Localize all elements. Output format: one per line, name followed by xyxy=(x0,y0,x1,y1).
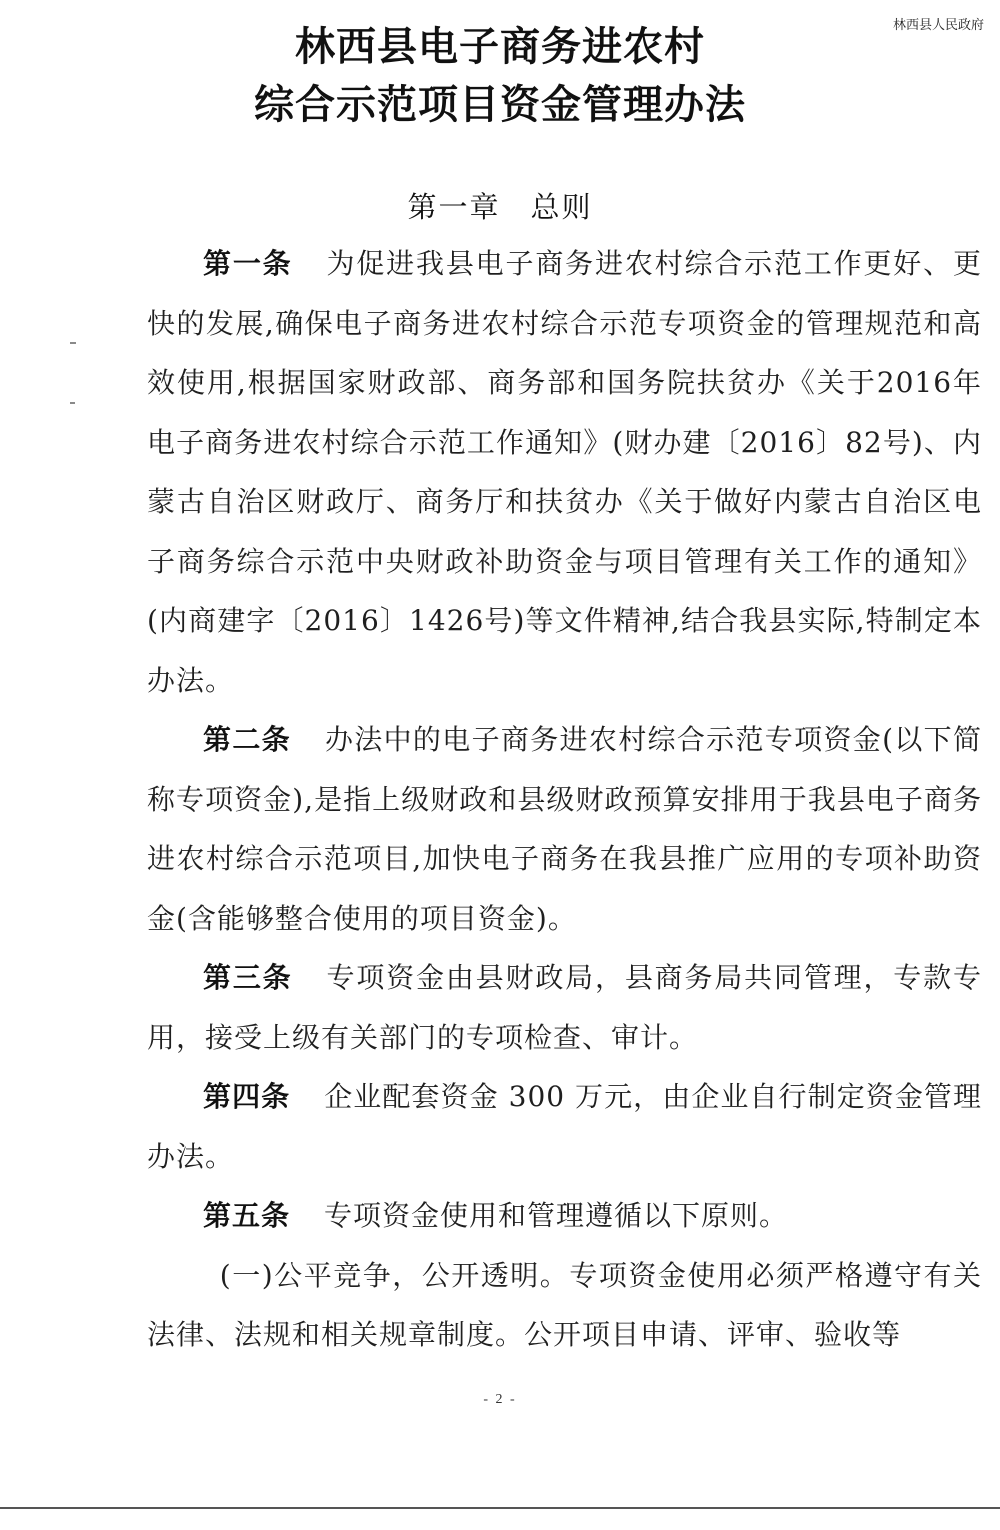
article-text: 为促进我县电子商务进农村综合示范工作更好、更快的发展,确保电子商务进农村综合示范专项资金的管理规范和高效使用,根据国家财政部、商务部和国务院扶贫办《关于2016年电子商务进农村综合示范工作通知》(财办建〔2016〕82号)、内蒙古自治区财政厅、商务厅和扶贫办《关于做好内蒙古自治区电子商务综合示范中央财政补助资金与项目管理有关工作的通知》(内商建字〔2016〕1426号)等文件精神,结合我县实际,特制定本办法。 xyxy=(147,247,982,697)
chapter-heading xyxy=(0,185,1000,226)
document-body xyxy=(147,234,982,1365)
chapter-number: 第一章 xyxy=(407,190,501,224)
article-1 xyxy=(147,234,982,710)
scan-mark xyxy=(70,342,76,344)
article-4 xyxy=(147,1067,982,1186)
article-3 xyxy=(147,948,982,1067)
article-text: 办法中的电子商务进农村综合示范专项资金(以下简称专项资金),是指上级财政和县级财政预算安排用于我县电子商务进农村综合示范项目,加快电子商务在我县推广应用的专项补助资金(含能够整合使用的项目资金)。 xyxy=(147,723,982,935)
page-number: - 2 - xyxy=(483,1392,517,1407)
document-title xyxy=(0,18,1000,134)
article-number: 第三条 xyxy=(203,961,293,994)
sub-item-1: (一)公平竞争，公开透明。专项资金使用必须严格遵守有关法律、法规和相关规章制度。公开项目申请、评审、验收等 xyxy=(147,1258,982,1351)
article-5 xyxy=(147,1186,982,1246)
article-text: 企业配套资金 300 万元，由企业自行制定资金管理办法。 xyxy=(147,1080,982,1173)
article-text: 专项资金使用和管理遵循以下原则。 xyxy=(324,1199,789,1232)
article-number: 第一条 xyxy=(203,247,293,280)
article-number: 第五条 xyxy=(203,1199,291,1232)
article-number: 第四条 xyxy=(203,1080,291,1113)
title-line-1: 林西县电子商务进农村 xyxy=(295,24,705,70)
scan-edge-line xyxy=(0,1507,1000,1509)
article-2 xyxy=(147,710,982,948)
scan-mark xyxy=(70,402,75,404)
page-header-source: 林西县人民政府 xyxy=(892,18,984,33)
chapter-title: 总则 xyxy=(530,190,593,224)
title-line-2: 综合示范项目资金管理办法 xyxy=(254,82,746,128)
article-number: 第二条 xyxy=(203,723,291,756)
article-text: 专项资金由县财政局，县商务局共同管理，专款专用，接受上级有关部门的专项检查、审计。 xyxy=(147,961,982,1054)
